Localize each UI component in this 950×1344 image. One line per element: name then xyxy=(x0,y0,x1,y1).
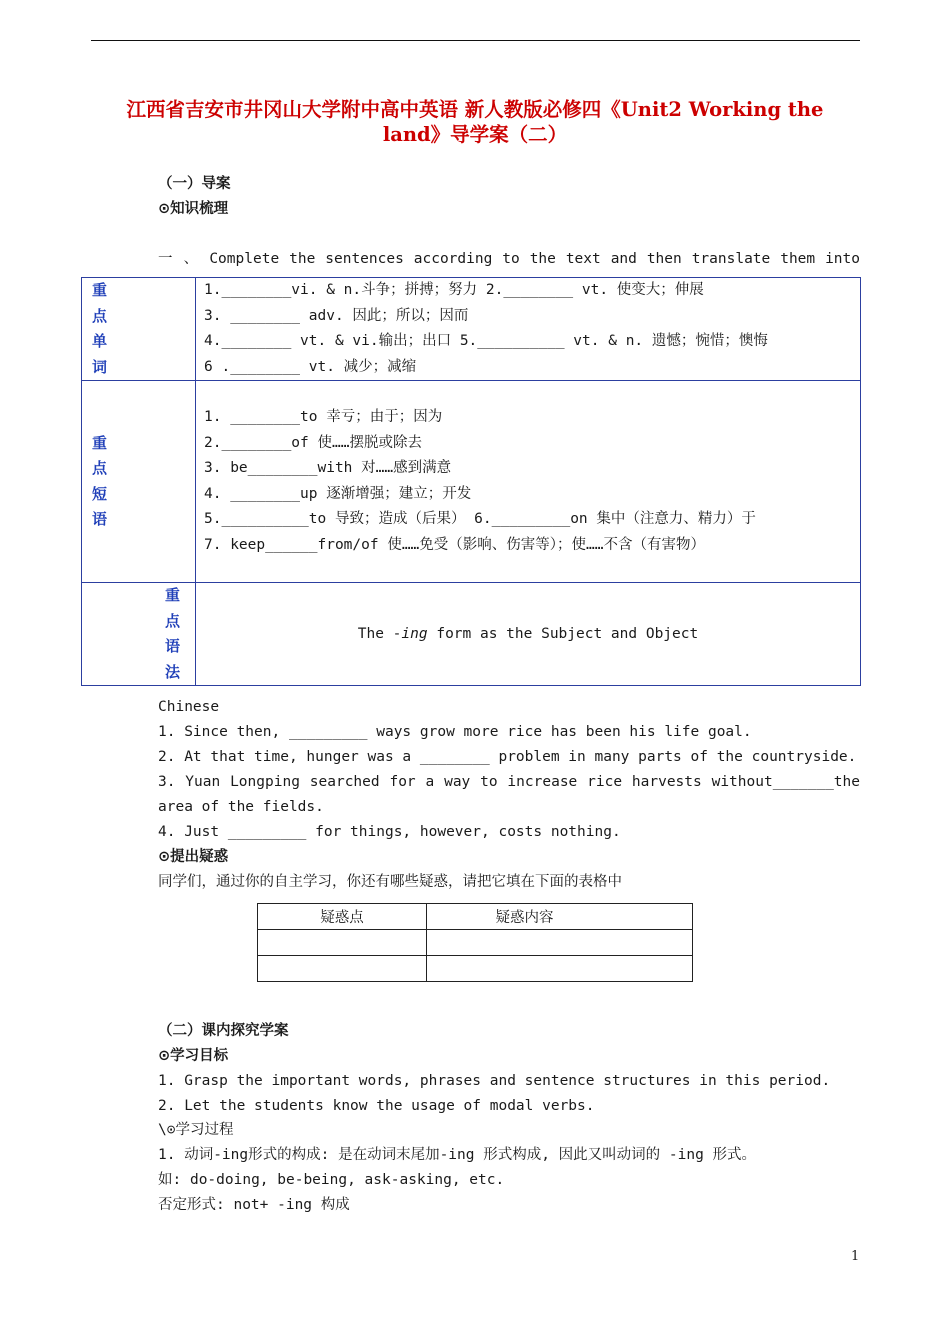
word-line: 1.________vi. & n.斗争；拼搏；努力 2.________ vt. 使变大；伸展 xyxy=(204,282,704,298)
title-line-1: 江西省吉安市井冈山大学附中高中英语 新人教版必修四《Unit2 Working the xyxy=(126,98,824,121)
goal-1: 1. Grasp the important words, phrases and sentence structures in this period. xyxy=(158,1073,831,1089)
goal-2: 2. Let the students know the usage of modal verbs. xyxy=(158,1098,595,1114)
section2-heading: （二）课内探究学案 xyxy=(158,1023,289,1039)
grammar-content xyxy=(196,583,861,686)
words-label-cell xyxy=(82,278,196,381)
phrases-row xyxy=(82,381,861,583)
phrase-line: 5.__________to 导致；造成（后果） 6._________on 集中（注意力、精力）于 xyxy=(204,511,756,527)
grammar-label: 重 点 语 法 xyxy=(165,586,181,681)
sentence-3b: area of the fields. xyxy=(158,799,324,815)
process-1: 1. 动词-ing形式的构成: 是在动词末尾加-ing 形式构成, 因此又叫动词的 -ing 形式。 xyxy=(158,1147,757,1163)
grammar-row xyxy=(82,583,861,686)
phrases-label-cell xyxy=(82,381,196,583)
grammar-text-pre: The - xyxy=(357,626,402,642)
words-label: 重 点 单 词 xyxy=(92,281,108,376)
doubts-row xyxy=(258,956,693,982)
grammar-text-ing: ing xyxy=(401,626,428,642)
phrase-line: 3. be________with 对……感到满意 xyxy=(204,460,452,476)
page-number: 1 xyxy=(851,1249,860,1264)
section1-heading: （一）导案 xyxy=(158,176,231,192)
word-line: 3. ________ adv. 因此；所以；因而 xyxy=(204,307,469,324)
process-heading: \⊙学习过程 xyxy=(158,1122,234,1138)
word-line: 4.________ vt. & vi.输出；出口 5.__________ vt. & n. 遗憾；惋惜；懊悔 xyxy=(204,333,768,349)
sentence-3a: 3. Yuan Longping searched for a way to increase rice harvests without_______the xyxy=(158,774,860,790)
doubts-col2-header: 疑惑内容 xyxy=(427,904,693,930)
doubts-col1-header: 疑惑点 xyxy=(258,904,427,930)
key-points-table xyxy=(81,277,861,686)
process-2: 如: do-doing, be-being, ask-asking, etc. xyxy=(158,1172,505,1188)
doubts-content-cell[interactable] xyxy=(427,956,693,982)
doubts-heading: ⊙提出疑惑 xyxy=(158,849,229,865)
doubts-header-row xyxy=(258,904,693,930)
phrase-line: 1. ________to 幸亏；由于；因为 xyxy=(204,409,443,425)
phrases-label: 重 点 短 语 xyxy=(92,433,108,528)
grammar-text-post: form as the Subject and Object xyxy=(427,626,699,642)
knowledge-heading: ⊙知识梳理 xyxy=(158,201,229,217)
doubts-row xyxy=(258,930,693,956)
header-rule xyxy=(91,40,860,41)
goals-heading: ⊙学习目标 xyxy=(158,1048,229,1064)
word-line: 6 .________ vt. 减少；减缩 xyxy=(204,358,417,375)
grammar-label-cell xyxy=(82,583,196,686)
doubts-table xyxy=(257,903,693,982)
sentence-4: 4. Just _________ for things, however, costs nothing. xyxy=(158,824,621,840)
doubts-point-cell[interactable] xyxy=(258,956,427,982)
phrase-line: 2.________of 使……摆脱或除去 xyxy=(204,434,422,451)
sentence-1: 1. Since then, _________ ways grow more rice has been his life goal. xyxy=(158,724,752,740)
words-row xyxy=(82,278,861,381)
document-title xyxy=(80,97,870,147)
chinese-word: Chinese xyxy=(158,699,220,715)
phrase-line: 7. keep______from/of 使……免受（影响、伤害等）；使……不含（有害物） xyxy=(204,536,705,553)
doubts-content-cell[interactable] xyxy=(427,930,693,956)
phrases-content xyxy=(196,381,861,583)
process-3: 否定形式: not+ -ing 构成 xyxy=(158,1197,350,1213)
title-line-2: land》导学案（二） xyxy=(382,123,568,146)
doubts-prompt: 同学们，通过你的自主学习，你还有哪些疑惑，请把它填在下面的表格中 xyxy=(158,874,622,890)
words-content xyxy=(196,278,861,381)
instruction-line: 一 、 Complete the sentences according to the text and then translate them into xyxy=(158,251,860,267)
sentence-2: 2. At that time, hunger was a ________ problem in many parts of the countryside. xyxy=(158,749,857,765)
phrase-line: 4. ________up 逐渐增强；建立；开发 xyxy=(204,485,472,502)
doubts-point-cell[interactable] xyxy=(258,930,427,956)
